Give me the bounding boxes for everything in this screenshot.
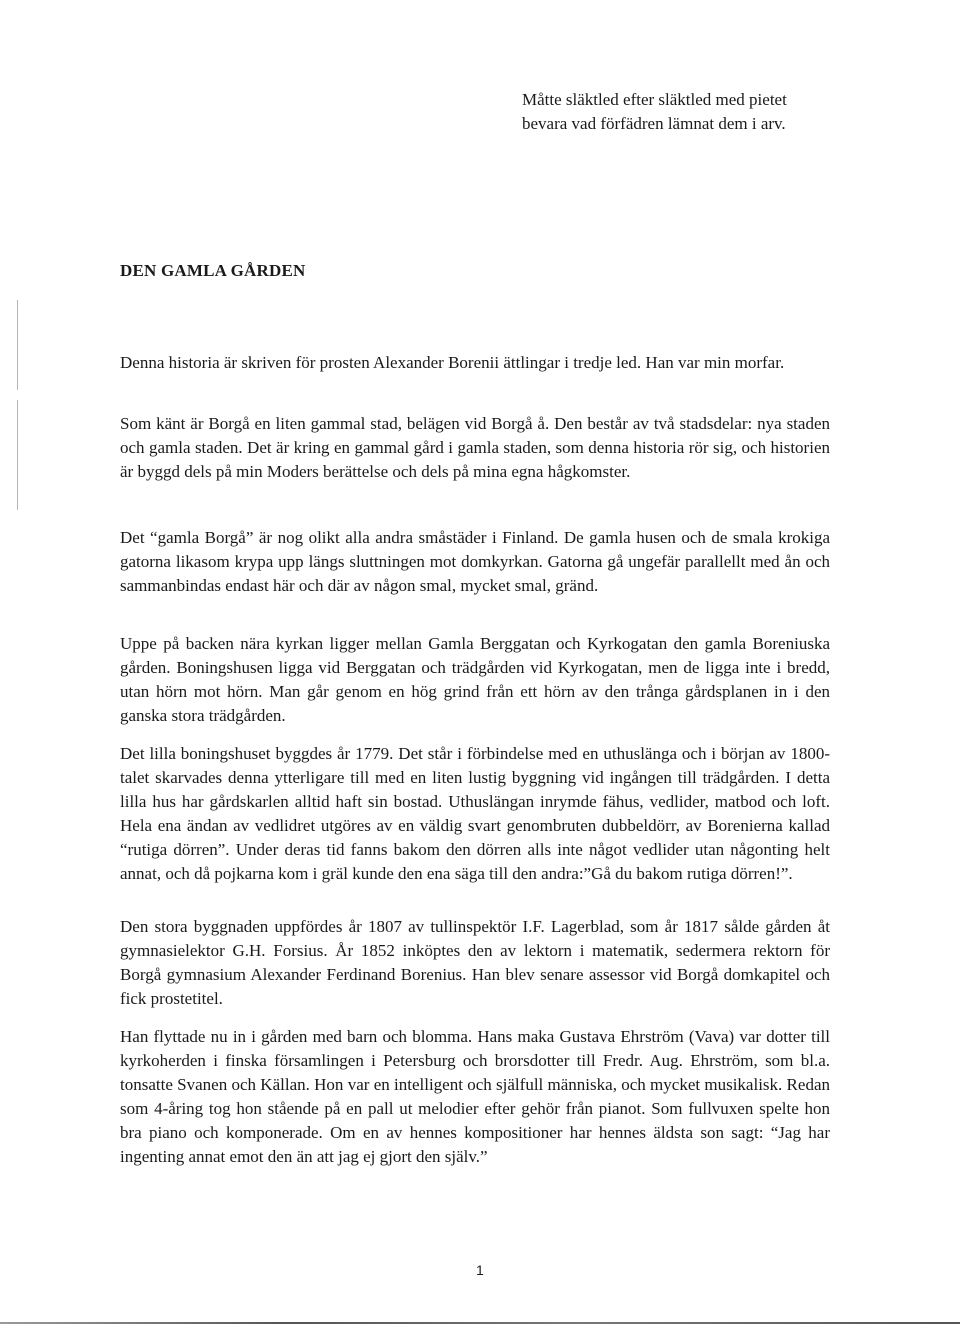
scan-margin-line [17,300,18,390]
paragraph: Som känt är Borgå en liten gammal stad, belägen vid Borgå å. Den består av två stadsdelar: nya staden och gamla staden. Det är kring en gammal gård i gamla staden, som denna historia rör sig, och historien är byggd dels på min Moders berättelse och dels på mina egna hågkomster. [120,414,830,481]
epigraph-line: bevara vad förfädren lämnat dem i arv. [522,114,786,133]
paragraph: Han flyttade nu in i gården med barn och blomma. Hans maka Gustava Ehrström (Vava) var dotter till kyrkoherden i finska församlingen i Petersburg och brorsdotter till Fredr. Aug. Ehrström, som bl.a. tonsatte Svanen och Källan. Hon var en intelligent och själfull människa, och mycket musikalisk. Redan som 4-åring tog hon stående på en pall ut melodier efter gehör från pianot. Som fullvuxen spelte hon bra piano och komponerade. Om en av hennes kompositioner har hennes äldsta son sagt: “Jag har ingenting annat emot den än att jag ej gjort den själv.” [120,1027,830,1166]
paragraph: Denna historia är skriven för prosten Alexander Borenii ättlingar i tredje led. Han var min morfar. [120,353,785,372]
paragraph: Den stora byggnaden uppfördes år 1807 av tullinspektör I.F. Lagerblad, som år 1817 sålde gården åt gymnasielektor G.H. Forsius. År 1852 inköptes den av lektorn i matematik, sedermera rektorn för Borgå gymnasium Alexander Ferdinand Borenius. Han blev senare assessor vid Borgå domkapitel och fick prostetitel. [120,917,830,1008]
paragraph: Uppe på backen nära kyrkan ligger mellan Gamla Berggatan och Kyrkogatan den gamla Boreniuska gården. Boningshusen ligga vid Berggatan och trädgården vid Kyrkogatan, men de ligga inte i bredd, utan hörn mot hörn. Man går genom en hög grind från ett hörn av den trånga gårdsplanen in i den ganska stora trädgården. [120,634,830,725]
paragraph: Det “gamla Borgå” är nog olikt alla andra småstäder i Finland. De gamla husen och de smala krokiga gatorna likasom krypa upp längs sluttningen mot domkyrkan. Gatorna gå ungefär parallellt med ån och sammanbindas endast här och där av någon smal, mycket smal, gränd. [120,528,830,595]
page-number: 1 [476,1262,484,1278]
paragraph: Det lilla boningshuset byggdes år 1779. Det står i förbindelse med en uthuslänga och i början av 1800-talet skarvades denna ytterligare till med en liten lustig byggning vid ingången till trädgården. I detta lilla hus har gårdskarlen alltid haft sin bostad. Uthuslängan inrymde fähus, vedlider, matbod och loft. Hela ena ändan av vedlidret utgöres av en väldig svart genombruten dubbeldörr, av Borenierna kallad “rutiga dörren”. Under deras tid fanns bakom den dörren alls inte något vedlider utan någonting helt annat, och då pojkarna kom i gräl kunde den ena säga till den andra:”Gå du bakom rutiga dörren!”. [120,744,830,883]
document-title: DEN GAMLA GÅRDEN [120,261,306,280]
scan-margin-line [17,400,18,510]
epigraph [522,88,852,136]
scan-bottom-edge [0,1322,960,1324]
epigraph-line: Måtte släktled efter släktled med pietet [522,90,787,109]
